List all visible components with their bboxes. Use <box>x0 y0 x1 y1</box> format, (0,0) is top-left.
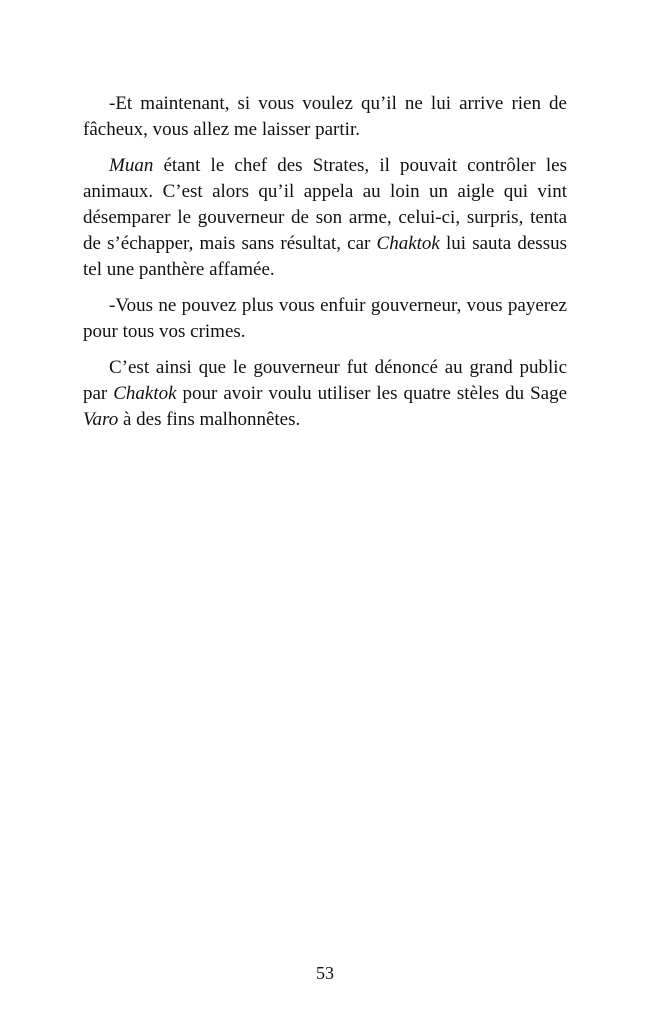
italic-name: Varo <box>83 409 119 430</box>
segment: étant le chef des Strates, il pouvait contrôler les animaux. C’est alors qu’il appela au loin un aigle qui vint désemparer le gouverneur de son arme, celui-ci, surpris, tenta de s’échapper, mais sans résultat, car <box>83 155 567 254</box>
italic-name: Chaktok <box>113 383 177 404</box>
paragraph-2 <box>83 153 567 283</box>
paragraph-4 <box>83 355 567 433</box>
body-text <box>83 91 567 443</box>
segment: à des fins malhonnêtes. <box>118 409 301 430</box>
segment: lui sauta dessus tel une panthère affamée. <box>83 233 567 280</box>
paragraph-3 <box>83 293 567 345</box>
page-number: 53 <box>316 963 334 983</box>
italic-name: Muan <box>109 155 154 176</box>
segment: -Et maintenant, si vous voulez qu’il ne lui arrive rien de fâcheux, vous allez me laisser partir. <box>83 93 567 140</box>
paragraph-1 <box>83 91 567 143</box>
segment: pour avoir voulu utiliser les quatre stèles du Sage <box>176 383 568 404</box>
italic-name: Chaktok <box>376 233 440 254</box>
segment: -Vous ne pouvez plus vous enfuir gouverneur, vous payerez pour tous vos crimes. <box>83 295 567 342</box>
segment: C’est ainsi que le gouverneur fut dénoncé au grand public par <box>83 357 567 404</box>
